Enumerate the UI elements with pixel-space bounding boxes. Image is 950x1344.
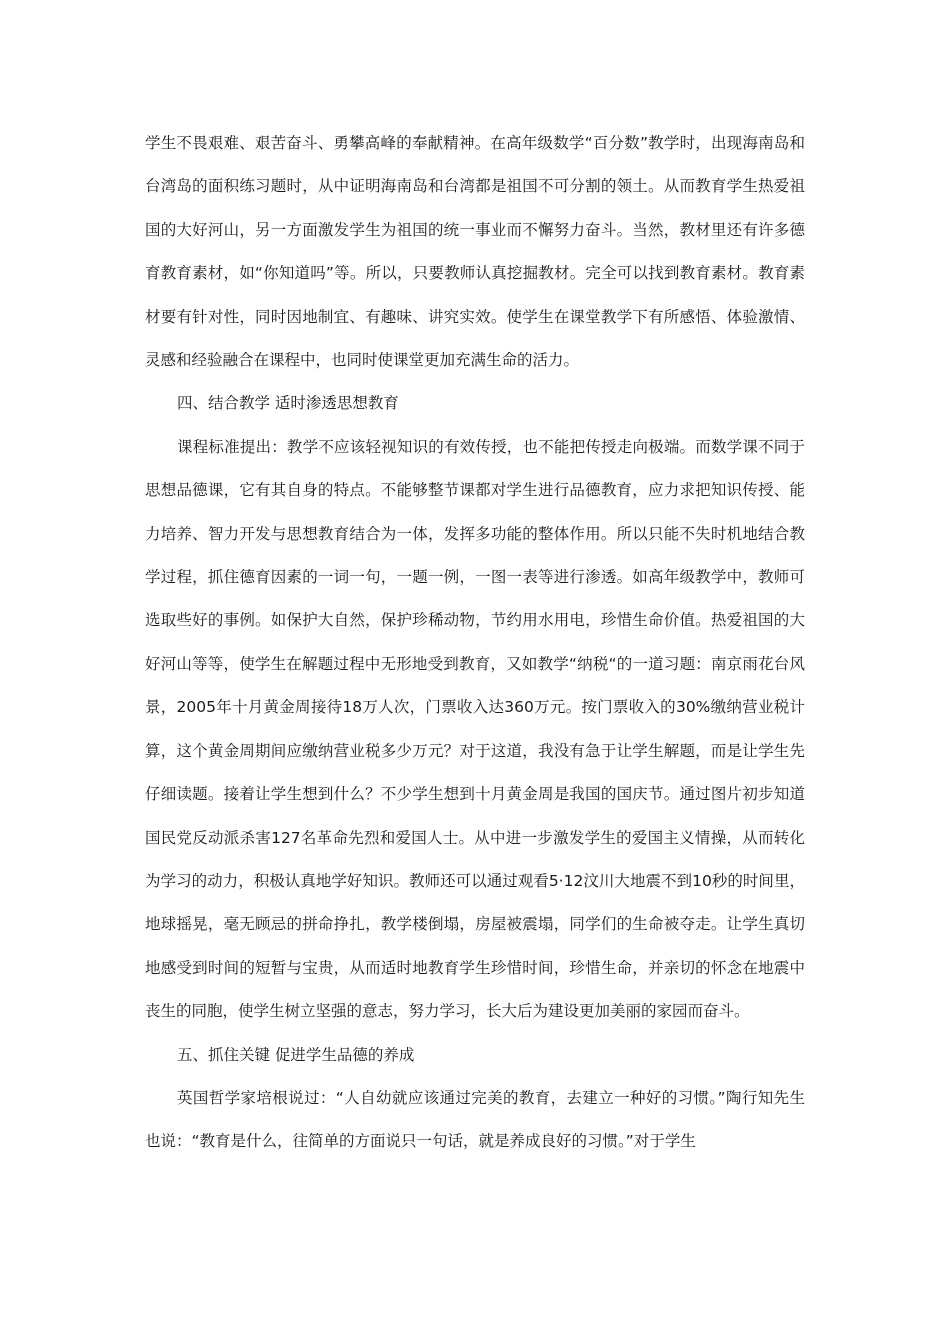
section-heading-five: 五、抓住关键 促进学生品德的养成 bbox=[177, 1045, 415, 1064]
section-heading-four: 四、结合教学 适时渗透思想教育 bbox=[177, 394, 399, 413]
paragraph-continuation: 学生不畏艰难、艰苦奋斗、勇攀高峰的奉献精神。在高年级数学“百分数”教学时，出现海南岛和台湾岛的面积练习题时，从中证明海南岛和台湾都是祖国不可分割的领土。从而教育学生热爱祖国的大好河山，另一方面激发学生为祖国的统一事业而不懈努力奋斗。当然，教材里还有许多德育教育素材，如“你知道吗”等。所以，只要教师认真挖掘教材。完全可以找到教育素材。教育素材要有针对性，同时因地制宜、有趣味、讲究实效。使学生在课堂教学下有所感悟、体验激情、灵感和经验融合在课程中，也同时使课堂更加充满生命的活力。 bbox=[145, 134, 805, 370]
paragraph-section-four: 课程标准提出：教学不应该轻视知识的有效传授，也不能把传授走向极端。而数学课不同于思想品德课，它有其自身的特点。不能够整节课都对学生进行品德教育，应力求把知识传授、能力培养、智力开发与思想教育结合为一体，发挥多功能的整体作用。所以只能不失时机地结合教学过程，抓住德育因素的一词一句，一题一例，一图一表等进行渗透。如高年级教学中，教师可选取些好的事例。如保护大自然，保护珍稀动物，节约用水用电，珍惜生命价值。热爱祖国的大好河山等等，使学生在解题过程中无形地受到教育，又如教学“纳税“的一道习题：南京雨花台风景，2005年十月黄金周接待18万人次，门票收入达360万元。按门票收入的30%缴纳营业税计算，这个黄金周期间应缴纳营业税多少万元？对于这道，我没有急于让学生解题，而是让学生先仔细读题。接着让学生想到什么？不少学生想到十月黄金周是我国的国庆节。通过图片初步知道国民党反动派杀害127名革命先烈和爱国人士。从中进一步激发学生的爱国主义情操，从而转化为学习的动力，积极认真地学好知识。教师还可以通过观看5·12汶川大地震不到10秒的时间里，地球摇晃，毫无顾忌的拼命挣扎，教学楼倒塌，房屋被震塌，同学们的生命被夺走。让学生真切地感受到时间的短暂与宝贵，从而适时地教育学生珍惜时间，珍惜生命，并亲切的怀念在地震中丧生的同胞，使学生树立坚强的意志，努力学习，长大后为建设更加美丽的家园而奋斗。 bbox=[145, 437, 805, 1021]
paragraph-section-five: 英国哲学家培根说过：“人自幼就应该通过完美的教育，去建立一种好的习惯。”陶行知先生也说：“教育是什么，往简单的方面说只一句话，就是养成良好的习惯。”对于学生 bbox=[145, 1088, 805, 1151]
document-body bbox=[145, 122, 805, 1164]
